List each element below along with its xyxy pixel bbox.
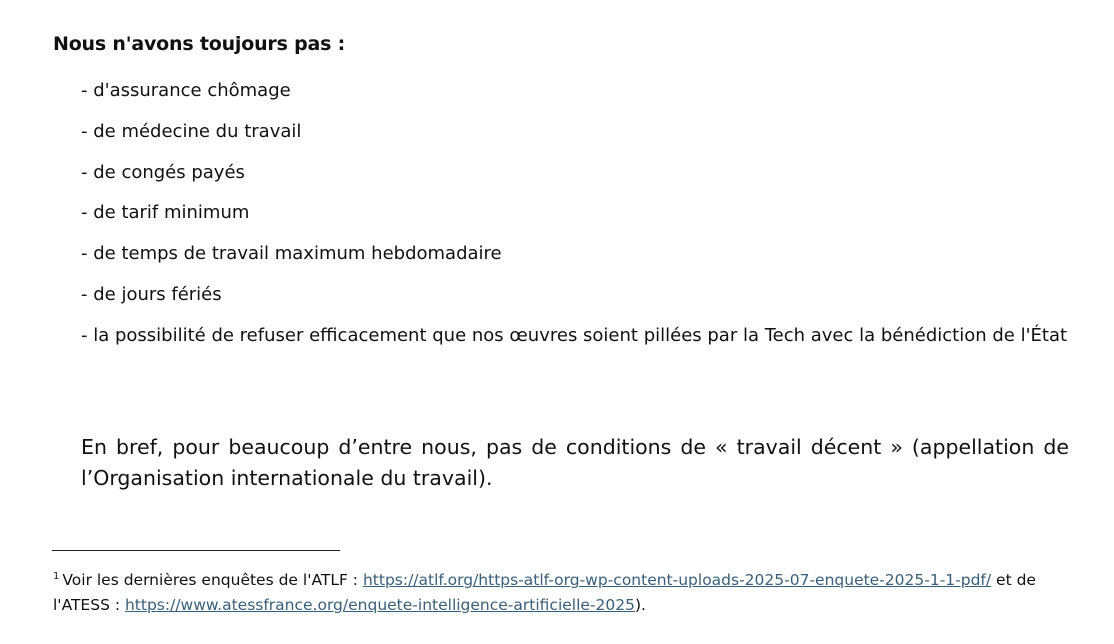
summary-paragraph: En bref, pour beaucoup d’entre nous, pas de conditions de « travail décent » (appellation de l’Organisation internationale du travail). [81,435,1069,490]
footnote-separator [52,550,340,551]
section-heading: Nous n'avons toujours pas : [53,33,346,55]
footnote [53,565,1063,617]
list-item: - de jours fériés [81,284,222,305]
list-item: - de médecine du travail [81,121,302,142]
list-item: - de congés payés [81,162,245,183]
atlf-survey-link[interactable]: https://atlf.org/https-atlf-org-wp-content-uploads-2025-07-enquete-2025-1-1-pdf/ [362,571,992,589]
footnote-text: ). [634,595,646,614]
atess-survey-link[interactable]: https://www.atessfrance.org/enquete-intelligence-artificielle-2025 [124,595,635,614]
footnote-text: Voir les dernières enquêtes de l'ATLF : [62,571,363,589]
list-item: - de tarif minimum [81,202,250,223]
footnote-text: et de l'ATESS : [53,571,1036,614]
list-item: - de temps de travail maximum hebdomadaire [81,243,502,264]
footnote-number: 1 [53,571,60,582]
list-item: - la possibilité de refuser efficacement que nos œuvres soient pillées par la Tech avec la bénédiction de l'État [81,325,1068,346]
list-item: - d'assurance chômage [81,80,291,101]
